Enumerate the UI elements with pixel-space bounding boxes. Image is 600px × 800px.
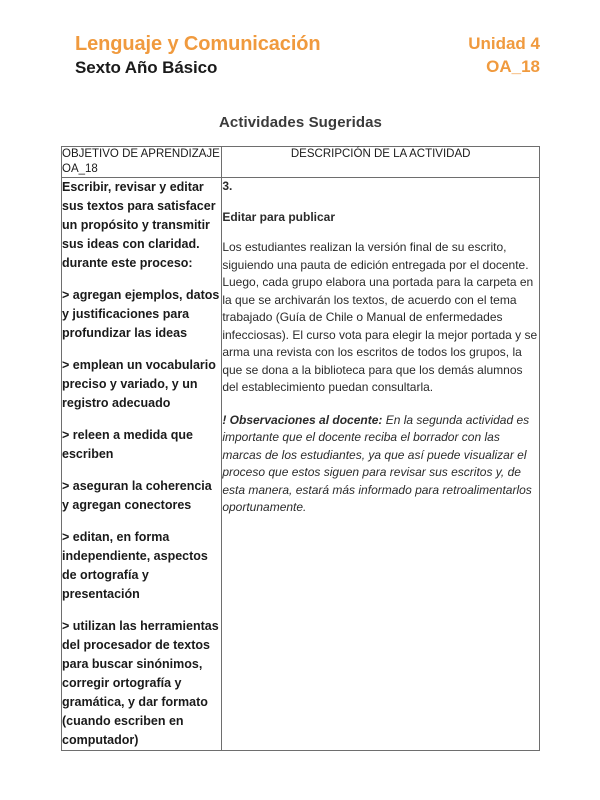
objective-paragraph: > agregan ejemplos, datos y justificaciones para profundizar las ideas [62, 288, 220, 340]
header-left-block [75, 32, 321, 79]
oa-code-label: OA_18 [486, 57, 540, 76]
description-cell [222, 178, 540, 751]
column-header-description: DESCRIPCIÓN DE LA ACTIVIDAD [222, 147, 540, 178]
activity-subtitle: Editar para publicar [222, 210, 336, 224]
observation-lead-label: ! Observaciones al docente: [222, 412, 383, 427]
section-heading: Actividades Sugeridas [219, 114, 382, 131]
objective-paragraph: > releen a medida que escriben [62, 428, 193, 461]
objective-paragraph: Escribir, revisar y editar sus textos para satisfacer un propósito y transmitir sus ideas con claridad. durante este proceso: [62, 180, 216, 270]
activity-body-text: Los estudiantes realizan la versión final de su escrito, siguiendo una pauta de edición entregada por el docente. Luego, cada grupo elabora una portada para la carpeta en la que se archivarán los textos, de acuerdo con el tema trabajado (Guía de Chile o Manual de enfermedades infecciosas). El curso vota para elegir la mejor portada y se arma una revista con los escritos de todos los grupos, la que se dona a la biblioteca para que los demás alumnos del establecimiento puedan consultarla. [222, 240, 538, 394]
column-header-objective: OBJETIVO DE APRENDIZAJE OA_18 [62, 147, 222, 178]
document-header [61, 32, 540, 88]
subject-title: Lenguaje y Comunicación [75, 33, 321, 55]
unit-label: Unidad 4 [468, 34, 540, 53]
objective-paragraph: > editan, en forma independiente, aspectos de ortografía y presentación [62, 530, 208, 601]
objective-paragraph: > emplean un vocabulario preciso y variado, y un registro adecuado [62, 358, 216, 410]
table-header-row [62, 147, 540, 178]
observation-body-text: En la segunda actividad es importante que el docente reciba el borrador con las marcas de los estudiantes, ya que así puede visualizar el proceso que estos siguen para revisar sus escritos y, de esta manera, estará más informado para retroalimentarlos oportunamente. [222, 412, 532, 514]
objective-cell [62, 178, 222, 751]
table-row [62, 178, 540, 751]
header-right-block [468, 32, 540, 78]
objective-paragraph: > aseguran la coherencia y agregan conectores [62, 479, 212, 512]
activity-table [61, 146, 540, 751]
grade-title: Sexto Año Básico [75, 58, 218, 77]
teacher-observation-note [222, 412, 539, 517]
activity-number: 3. [222, 179, 233, 193]
objective-paragraph: > utilizan las herramientas del procesador de textos para buscar sinónimos, corregir ortografía y gramática, y dar formato (cuando escriben en computador) [62, 619, 219, 747]
